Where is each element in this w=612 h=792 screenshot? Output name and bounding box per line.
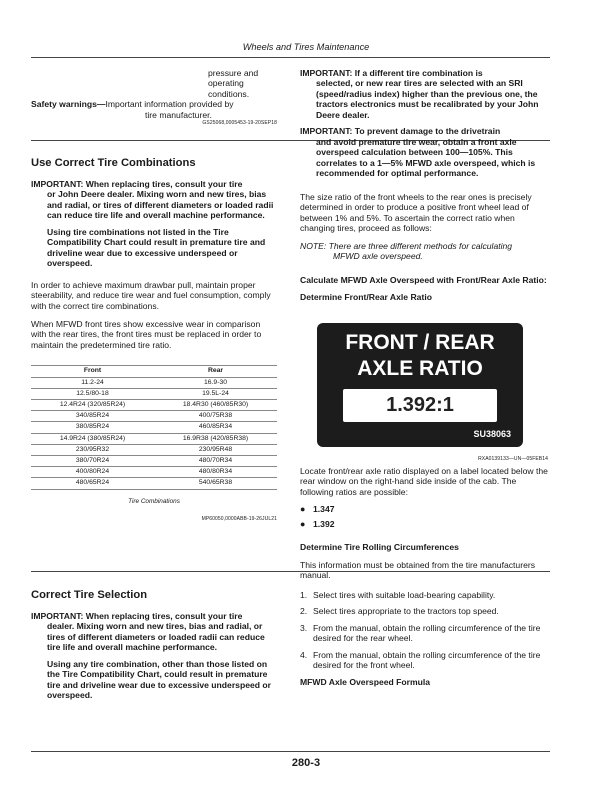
important-text: and avoid premature tire wear, obtain a front axle overspeed calculation between 100—105%. This correlates to a 1—5% MFWD axle overspeed, which is recommended for optimal performance. <box>316 136 536 179</box>
label-title-line: AXLE RATIO <box>357 356 483 380</box>
ratio-value: 1.392 <box>313 519 335 530</box>
safety-warnings-text-cont: tire manufacturer. <box>145 109 212 120</box>
important-text: dealer. Mixing worn and new tires, bias and radial, or tires of different diameters or loaded radii can reduce tire life and overall machine performance. <box>47 621 265 653</box>
definition-fragment <box>31 68 277 99</box>
rear-tire-cell: 480/80R34 <box>154 467 277 478</box>
table-row <box>31 478 277 489</box>
left-column <box>31 68 277 127</box>
rear-tire-cell: 230/95R48 <box>154 444 277 455</box>
table-row <box>31 433 277 444</box>
table-caption: Tire Combinations <box>128 497 180 505</box>
rear-tire-cell: 400/75R38 <box>154 411 277 422</box>
step-item <box>300 590 548 600</box>
safety-warnings-text: Important information provided by <box>105 99 234 110</box>
step-text: Select tires appropriate to the tractors top speed. <box>313 606 499 617</box>
list-item <box>300 504 548 515</box>
bullet-icon: ● <box>300 504 306 515</box>
section-heading: Correct Tire Selection <box>31 589 148 601</box>
table-header-row <box>31 366 277 377</box>
important-text: IMPORTANT: To prevent damage to the drivetrain <box>300 126 501 137</box>
table-row <box>31 388 277 399</box>
safety-warnings-definition <box>31 99 277 109</box>
rear-tire-cell: 19.5L-24 <box>154 388 277 399</box>
rear-tire-cell: 18.4R30 (460/85R30) <box>154 400 277 411</box>
table-row <box>31 411 277 422</box>
important-notice <box>31 179 277 269</box>
fragment-line: operating <box>208 78 244 89</box>
running-header: Wheels and Tires Maintenance <box>242 42 370 52</box>
front-tire-cell: 230/95R32 <box>31 444 154 455</box>
step-text: Select tires with suitable load-bearing capability. <box>313 589 496 600</box>
reference-code: MP60050,0000ABB-19-26JUL21 <box>201 516 277 523</box>
important-text: Using tire combinations not listed in the Tire Compatibility Chart could result in premature tire and driveline wear due to excessive underspeed or overspeed. <box>47 226 266 269</box>
bullet-icon: ● <box>300 519 306 530</box>
important-text: IMPORTANT: When replacing tires, consult your tire <box>31 178 243 189</box>
front-tire-cell: 11.2-24 <box>31 377 154 388</box>
step-text: From the manual, obtain the rolling circumference of the tire desired for the front wheel. <box>313 649 541 671</box>
subheading: Determine Tire Rolling Circumferences <box>300 542 459 553</box>
body-paragraph: The size ratio of the front wheels to the rear ones is precisely determined in order to produce a positive front wheel lead of between 1% and 5%. To ascertain the correct ratio when changing tires, proceed as follows: <box>300 191 532 234</box>
important-text: or John Deere dealer. Mixing worn and new tires, bias and radial, or tires of different diameters or loaded radii can reduce tire life and overall machine performance. <box>47 189 274 221</box>
rear-tire-cell: 16.9-30 <box>154 377 277 388</box>
important-notice <box>300 126 548 178</box>
body-paragraph: In order to achieve maximum drawbar pull, maintain proper steerability, and reduce tire wear and fuel consumption, comply with the correct tire combinations. <box>31 279 271 311</box>
label-ratio-value: 1.392:1 <box>343 389 497 422</box>
step-number: 2. <box>300 606 308 617</box>
ratio-value: 1.347 <box>313 504 335 515</box>
important-text: selected, or new rear tires are selected with an SRI (speed/radius index) higher than the previous one, the tractors electronics must be recalibrated by your John Deere dealer. <box>316 78 539 120</box>
subheading: MFWD Axle Overspeed Formula <box>300 676 431 687</box>
rear-tire-cell: 16.9R38 (420/85R38) <box>154 433 277 444</box>
page-number: 280-3 <box>291 757 321 769</box>
note-text: MFWD axle overspeed. <box>333 251 423 262</box>
correct-tire-selection-section <box>31 589 277 701</box>
front-tire-cell: 380/70R24 <box>31 455 154 466</box>
label-part-number: SU38063 <box>473 428 511 439</box>
table-row <box>31 377 277 388</box>
safety-warnings-term: Safety warnings— <box>31 99 106 110</box>
header-rule <box>31 57 550 58</box>
list-item <box>300 519 548 530</box>
step-text: From the manual, obtain the rolling circumference of the tire desired for the rear wheel. <box>313 622 541 644</box>
body-paragraph: This information must be obtained from the tire manufacturers manual. <box>300 559 536 581</box>
important-notice <box>31 611 277 701</box>
table-row <box>31 444 277 455</box>
step-item <box>300 623 548 644</box>
tire-combinations-table <box>31 365 277 489</box>
front-tire-cell: 12.5/80-18 <box>31 388 154 399</box>
front-tire-cell: 12.4R24 (320/85R24) <box>31 400 154 411</box>
front-tire-cell: 400/80R24 <box>31 467 154 478</box>
step-number: 3. <box>300 622 308 633</box>
subheading: Calculate MFWD Axle Overspeed with Front/Rear Axle Ratio: <box>300 274 547 285</box>
note <box>300 241 548 262</box>
table-row <box>31 455 277 466</box>
step-number: 1. <box>300 589 308 600</box>
important-text: IMPORTANT: If a different tire combination is <box>300 68 483 78</box>
body-paragraph: Locate front/rear axle ratio displayed on a label located below the rear window on the right-hand side inside of the cab. The following ratios are possible: <box>300 465 548 497</box>
section-heading: Use Correct Tire Combinations <box>31 157 196 169</box>
use-correct-tire-combinations-section <box>31 157 277 522</box>
important-text: Using any tire combination, other than those listed on the Tire Compatibility Chart, could result in premature tire and driveline wear due to excessive underspeed or overspeed. <box>47 658 271 701</box>
steps-list <box>300 590 548 671</box>
step-number: 4. <box>300 649 308 660</box>
column-header-rear: Rear <box>154 366 277 377</box>
ratio-list <box>300 504 548 530</box>
front-tire-cell: 340/85R24 <box>31 411 154 422</box>
front-tire-cell: 480/65R24 <box>31 478 154 489</box>
axle-ratio-label-image <box>317 323 523 447</box>
right-column <box>300 68 548 687</box>
rear-tire-cell: 540/65R38 <box>154 478 277 489</box>
table-row <box>31 467 277 478</box>
reference-code: GS25068,0005453-19-20SEP18 <box>202 120 277 127</box>
fragment-line: pressure and <box>208 68 259 78</box>
important-notice <box>300 68 548 120</box>
subheading: Determine Front/Rear Axle Ratio <box>300 292 432 303</box>
label-title-line: FRONT / REAR <box>345 330 495 354</box>
front-tire-cell: 380/85R24 <box>31 422 154 433</box>
front-tire-cell: 14.9R24 (380/85R24) <box>31 433 154 444</box>
fragment-line: conditions. <box>208 88 250 99</box>
rear-tire-cell: 460/85R34 <box>154 422 277 433</box>
table-row <box>31 422 277 433</box>
rear-tire-cell: 480/70R34 <box>154 455 277 466</box>
image-reference: RXA0139133—UN—05FEB14 <box>478 455 548 462</box>
column-header-front: Front <box>31 366 154 377</box>
table-row <box>31 400 277 411</box>
footer-rule <box>31 751 550 752</box>
step-item <box>300 606 548 616</box>
important-text: IMPORTANT: When replacing tires, consult your tire <box>31 610 243 621</box>
note-text: NOTE: There are three different methods for calculating <box>300 240 513 251</box>
step-item <box>300 650 548 671</box>
body-paragraph: When MFWD front tires show excessive wear in comparison with the rear tires, the front tires must be replaced in order to maintain the predetermined tire ratio. <box>31 318 262 350</box>
